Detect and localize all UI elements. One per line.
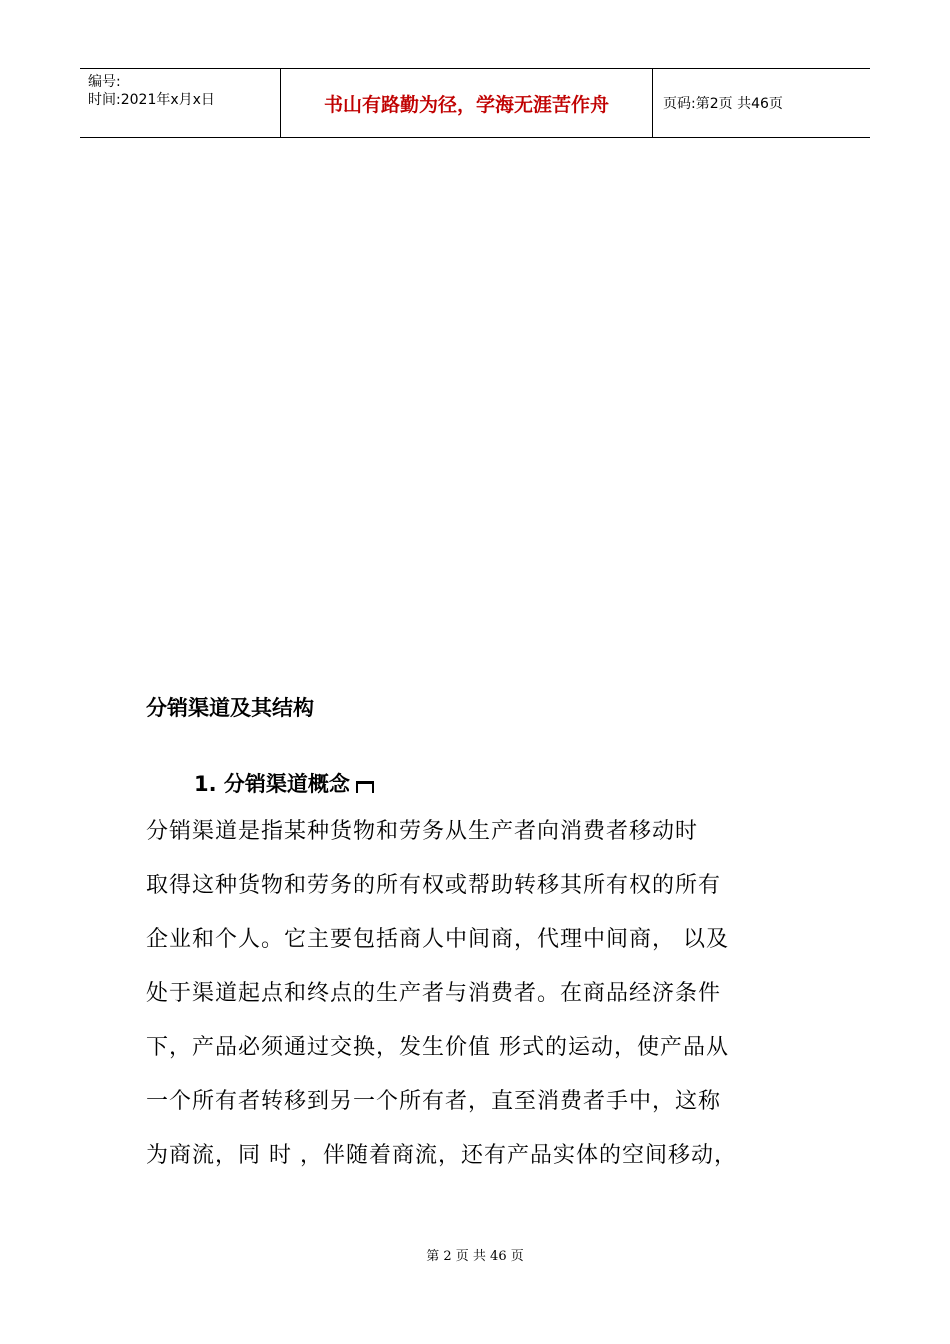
header-meta bbox=[80, 69, 280, 137]
paragraph-line: 处于渠道起点和终点的生产者与消费者。在商品经济条件 bbox=[146, 981, 722, 1006]
body-paragraph bbox=[146, 812, 806, 1190]
paragraph-line: 分销渠道是指某种货物和劳务从生产者向消费者移动时 bbox=[146, 819, 699, 844]
paragraph-line: 企业和个人。它主要包括商人中间商，代理中间商， 以及 bbox=[146, 927, 729, 952]
bookmark-mark bbox=[356, 781, 374, 793]
section-title: 分销渠道及其结构 bbox=[146, 696, 314, 720]
number-label: 编号: bbox=[88, 74, 121, 90]
paragraph-line: 下，产品必须通过交换，发生价值 形式的运动，使产品从 bbox=[146, 1035, 729, 1060]
paragraph-line: 为商流，同 时 ，伴随着商流，还有产品实体的空间移动， bbox=[146, 1143, 737, 1168]
header-page-info: 页码:第2页 共46页 bbox=[663, 96, 783, 112]
header-motto: 书山有路勤为径，学海无涯苦作舟 bbox=[323, 93, 609, 116]
subsection-title bbox=[194, 768, 374, 798]
subsection-title-text: 1. 分销渠道概念 bbox=[194, 772, 350, 796]
document-header bbox=[80, 68, 870, 138]
paragraph-line: 取得这种货物和劳务的所有权或帮助转移其所有权的所有 bbox=[146, 873, 722, 898]
time-label: 时间:2021年x月x日 bbox=[88, 92, 215, 108]
header-divider bbox=[652, 69, 653, 137]
page-footer: 第 2 页 共 46 页 bbox=[426, 1249, 524, 1264]
paragraph-line: 一个所有者转移到另一个所有者，直至消费者手中，这称 bbox=[146, 1089, 722, 1114]
